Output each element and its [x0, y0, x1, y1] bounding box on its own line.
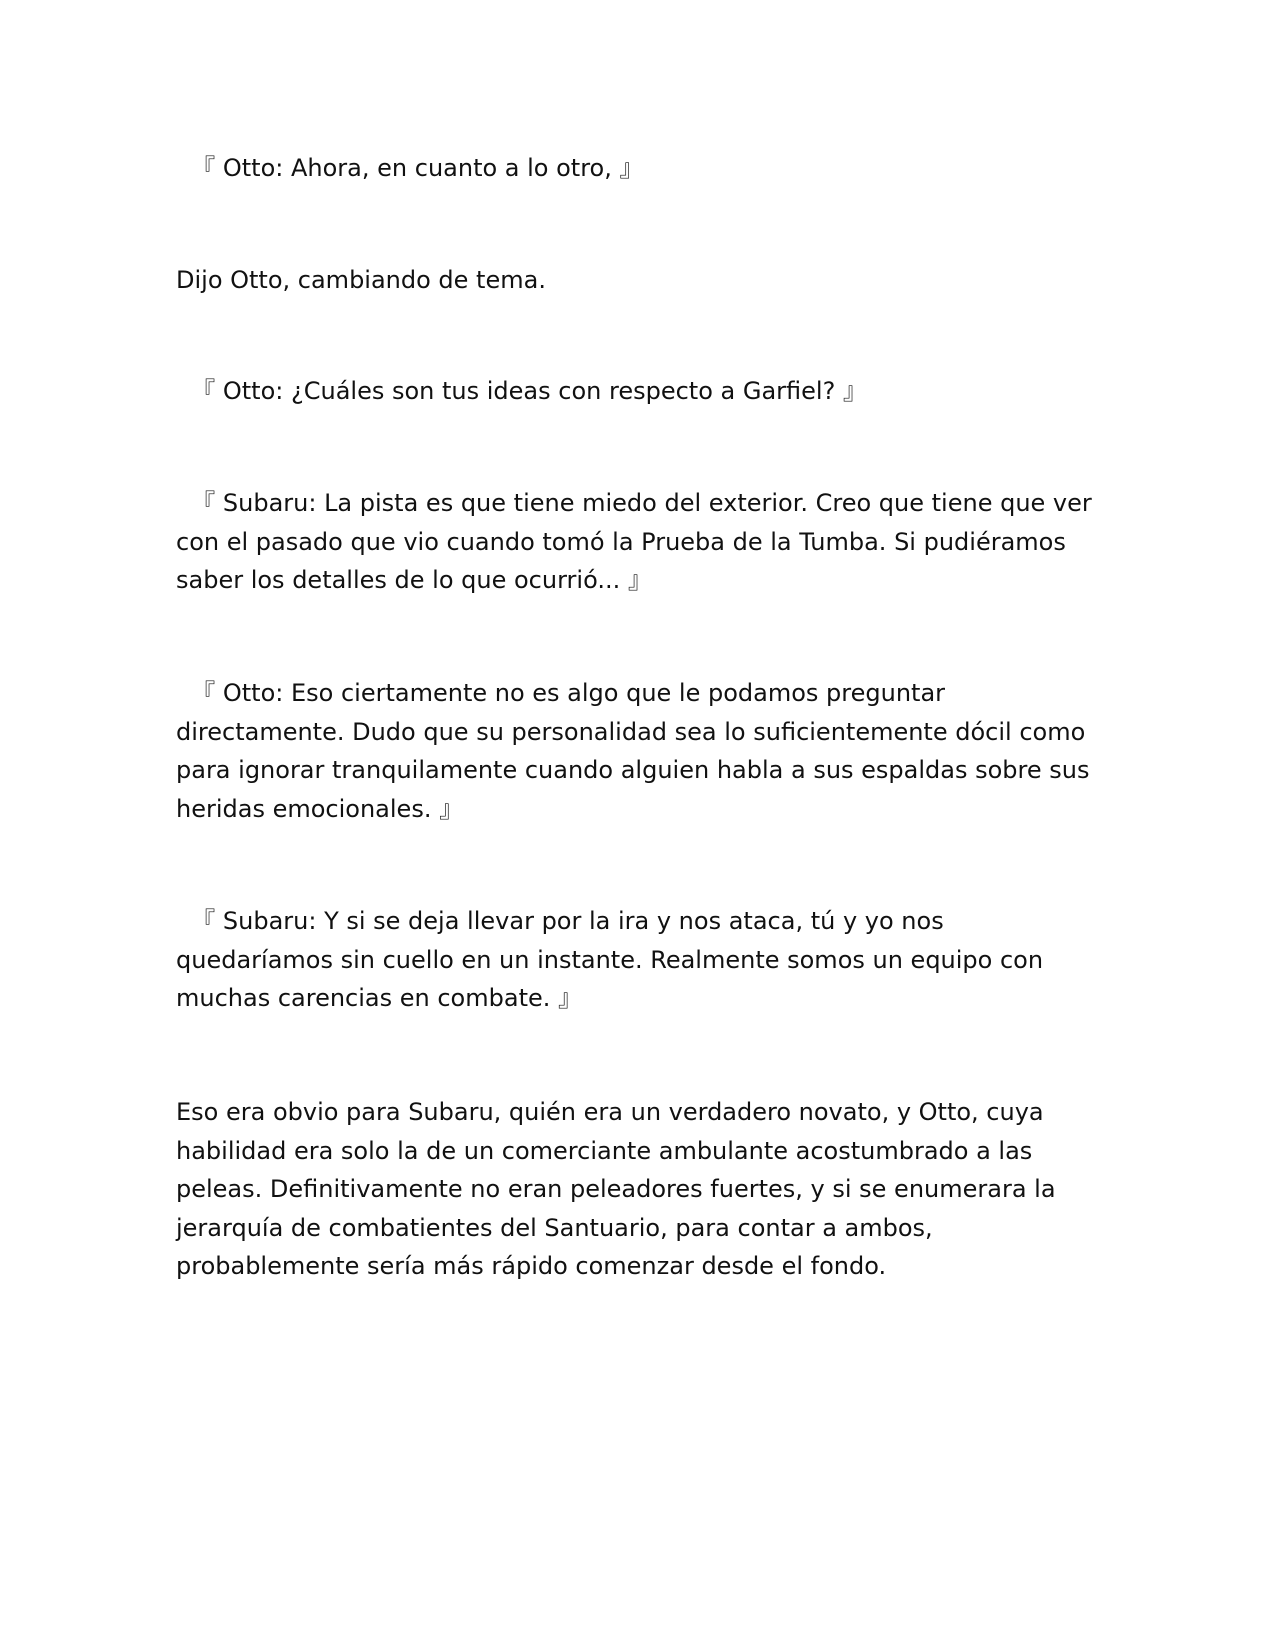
dialogue-otto-garfiel-question: 『 Otto: ¿Cuáles son tus ideas con respecto a Garfiel? 』: [176, 377, 867, 405]
dialogue-subaru-combat: 『 Subaru: Y si se deja llevar por la ira y nos ataca, tú y yo nos quedaríamos sin cuello en un instante. Realmente somos un equipo con muchas carencias en combate. 』: [176, 907, 1044, 1012]
dialogue-otto-direct-question: 『 Otto: Eso ciertamente no es algo que le podamos preguntar directamente. Dudo que su personalidad sea lo suficientemente dócil como para ignorar tranquilamente cuando alguien habla a sus espaldas sobre sus heridas emocionales. 』: [176, 679, 1090, 823]
narration-topic-change: Dijo Otto, cambiando de tema.: [176, 266, 546, 294]
narration-combat-weakness: Eso era obvio para Subaru, quién era un verdadero novato, y Otto, cuya habilidad era solo la de un comerciante ambulante acostumbrado a las peleas. Definitivamente no eran peleadores fuertes, y si se enumerara la jerarquía de combatientes del Santuario, para contar a ambos, probablemente sería más rápido comenzar desde el fondo.: [176, 1098, 1056, 1280]
dialogue-otto-change-topic: 『 Otto: Ahora, en cuanto a lo otro, 』: [176, 154, 644, 182]
dialogue-subaru-clue: 『 Subaru: La pista es que tiene miedo del exterior. Creo que tiene que ver con el pasado que vio cuando tomó la Prueba de la Tumba. Si pudiéramos saber los detalles de lo que ocurrió... 』: [176, 489, 1092, 594]
